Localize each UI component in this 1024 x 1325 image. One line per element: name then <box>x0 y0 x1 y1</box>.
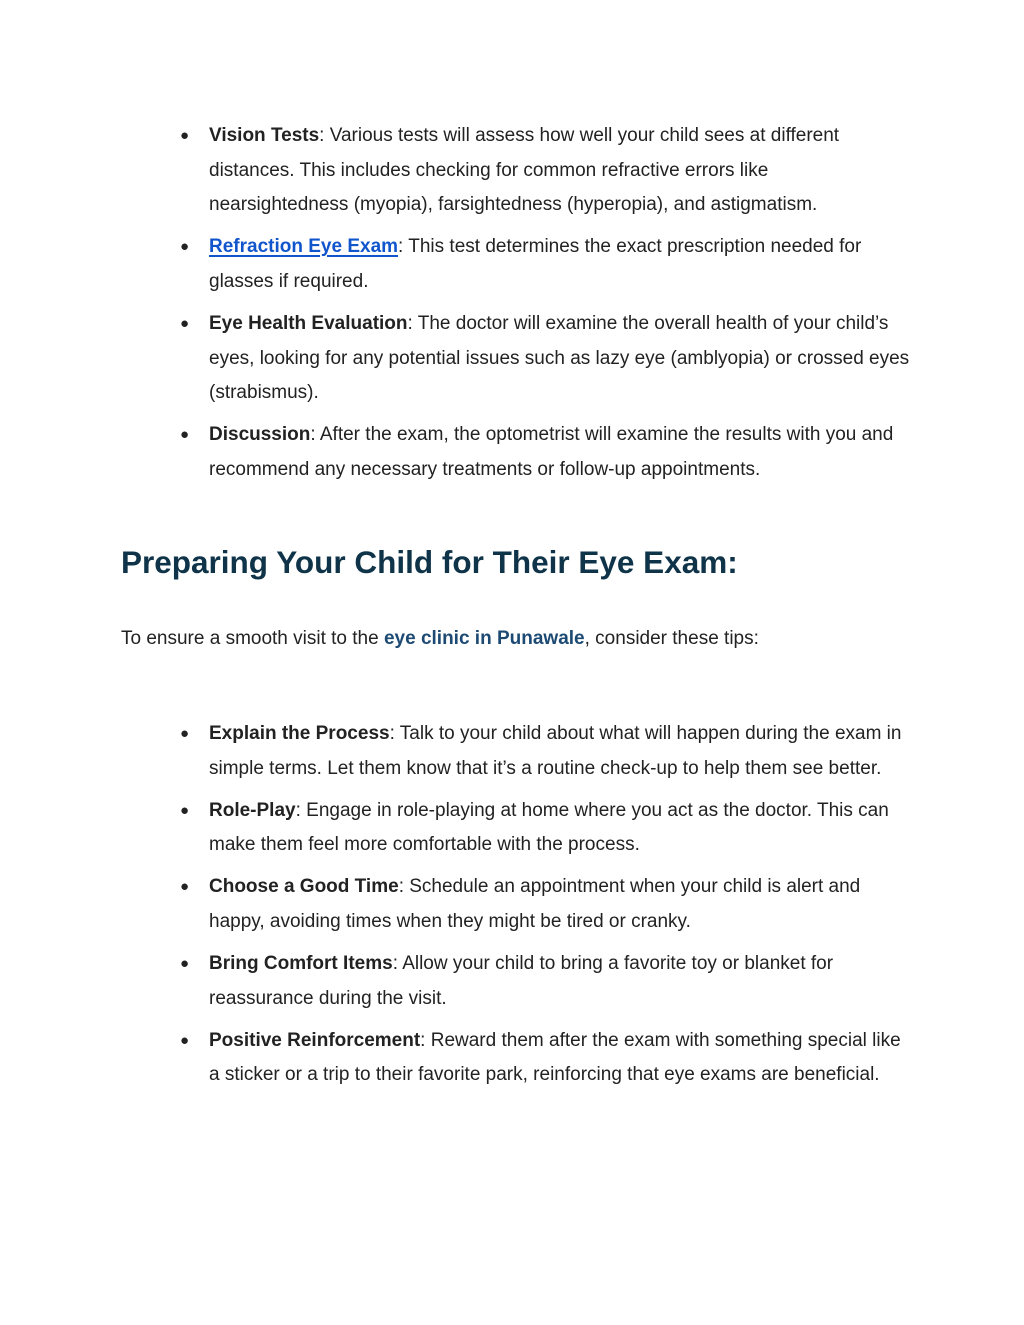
bullet-icon: ● <box>180 801 190 819</box>
bullet-icon: ● <box>180 878 190 896</box>
list-item <box>180 794 910 863</box>
list-item-term: Bring Comfort Items <box>209 953 393 975</box>
bullet-icon: ● <box>180 955 190 973</box>
bullet-icon: ● <box>180 426 190 444</box>
list-item <box>180 717 910 786</box>
intro-text-after: , consider these tips: <box>584 628 759 649</box>
list-item-text: : Various tests will assess how well your child sees at different distances. This includes checking for common refractive errors like nearsightedness (myopia), farsightedness (hyperopia), and astigmatism. <box>209 125 840 216</box>
exam-steps-list <box>180 119 910 495</box>
list-item-text: : After the exam, the optometrist will examine the results with you and recommend any necessary treatments or follow-up appointments. <box>209 424 894 480</box>
section-heading: Preparing Your Child for Their Eye Exam: <box>121 544 738 580</box>
intro-text-before: To ensure a smooth visit to the <box>121 628 384 649</box>
list-item <box>180 307 910 411</box>
list-item <box>180 947 910 1016</box>
list-item-text: : Allow your child to bring a favorite toy or blanket for reassurance during the visit. <box>209 953 834 1009</box>
tips-list <box>180 717 910 1100</box>
list-item-term: Vision Tests <box>209 125 320 146</box>
intro-paragraph <box>121 626 759 652</box>
bullet-icon: ● <box>180 314 190 332</box>
bullet-icon: ● <box>180 725 190 742</box>
list-item-term: Choose a Good Time <box>209 876 399 898</box>
eye-clinic-link[interactable]: eye clinic in Punawale <box>383 628 585 649</box>
list-item-term: Discussion <box>209 424 311 446</box>
list-item <box>180 870 910 939</box>
list-item-text: : Talk to your child about what will happen during the exam in simple terms. Let them know that it’s a routine check-up to help them see better. <box>209 723 902 779</box>
list-item <box>180 1024 910 1093</box>
refraction-eye-exam-link[interactable]: Refraction Eye Exam <box>209 236 399 258</box>
list-item-term: Explain the Process <box>209 723 390 744</box>
list-item-text: : Schedule an appointment when your child is alert and happy, avoiding times when they might be tired or cranky. <box>209 876 861 932</box>
list-item-text: : Engage in role-playing at home where you act as the doctor. This can make them feel more comfortable with the process. <box>209 799 889 856</box>
list-item-term: Eye Health Evaluation <box>209 312 408 334</box>
list-item <box>180 418 910 487</box>
list-item-text: : Reward them after the exam with something special like a sticker or a trip to their favorite park, reinforcing that eye exams are beneficial. <box>209 1029 901 1086</box>
list-item-text: : This test determines the exact prescription needed for glasses if required. <box>209 236 862 292</box>
bullet-icon: ● <box>180 238 190 256</box>
bullet-icon: ● <box>180 127 190 144</box>
list-item <box>180 230 910 299</box>
list-item <box>180 119 910 223</box>
list-item-text: : The doctor will examine the overall health of your child’s eyes, looking for any potential issues such as lazy eye (amblyopia) or crossed eyes (strabismus). <box>209 312 910 404</box>
list-item-term: Role-Play <box>209 799 296 821</box>
list-item-term: Positive Reinforcement <box>209 1029 421 1051</box>
bullet-icon: ● <box>180 1031 190 1049</box>
